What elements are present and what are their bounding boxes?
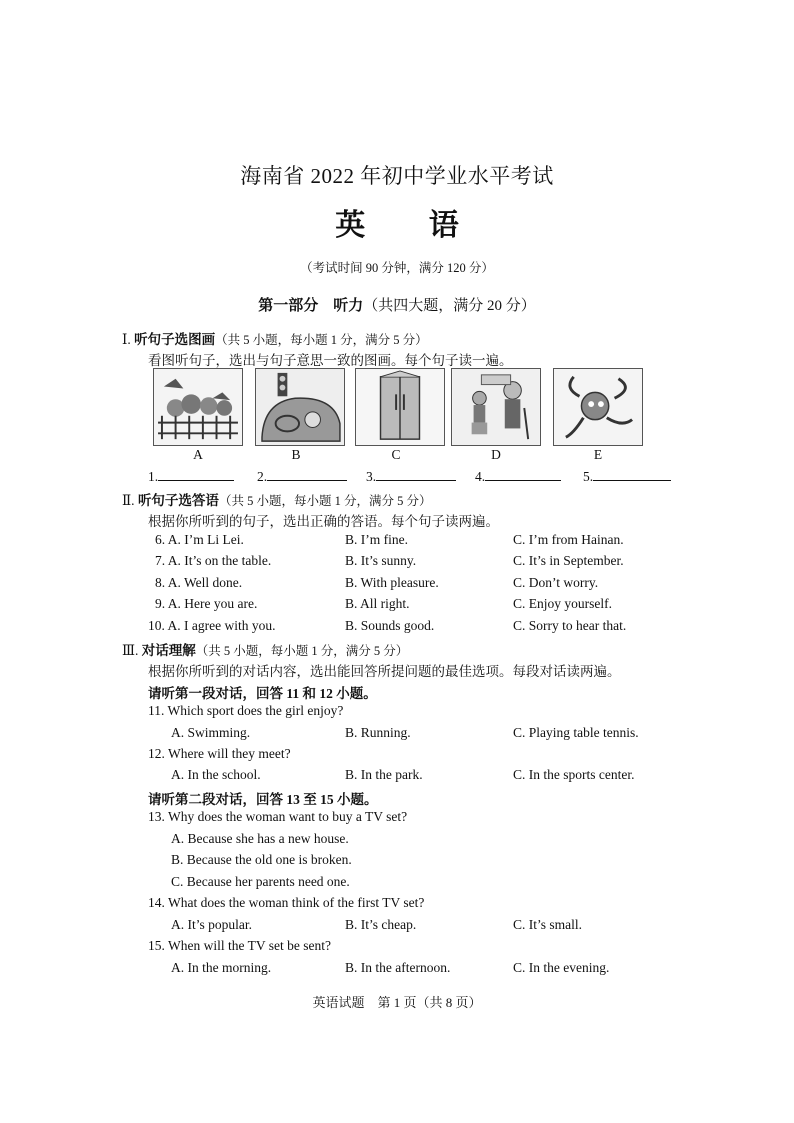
answer-blank-1[interactable] xyxy=(148,468,234,485)
exam-title: 海南省 2022 年初中学业水平考试 xyxy=(240,164,554,188)
option-14b: B. It’s cheap. xyxy=(345,917,417,932)
section-3-number: Ⅲ. xyxy=(122,643,139,658)
dialog-2-prompt: 请听第二段对话，回答 13 至 15 小题。 xyxy=(148,792,378,807)
option-13c: C. Because her parents need one. xyxy=(171,874,350,889)
page-footer: 英语试题 第 1 页（共 8 页） xyxy=(312,995,482,1010)
option-13a: A. Because she has a new house. xyxy=(171,831,349,846)
fenced-garden-picture-icon xyxy=(154,369,242,445)
option-7b: B. It’s sunny. xyxy=(345,553,417,568)
answer-blank-2[interactable] xyxy=(257,468,347,485)
option-6b: B. I’m fine. xyxy=(345,532,408,547)
option-7c: C. It’s in September. xyxy=(513,553,624,568)
option-10a: 10. A. I agree with you. xyxy=(148,618,276,633)
picture-d xyxy=(451,368,541,446)
answer-blank-number: 5. xyxy=(583,469,594,484)
answer-blank-number: 3. xyxy=(366,469,377,484)
refrigerator-picture-icon xyxy=(356,369,444,445)
option-9c: C. Enjoy yourself. xyxy=(513,596,612,611)
section-3-heading xyxy=(122,639,408,659)
answer-blank-5[interactable] xyxy=(583,468,671,485)
option-8c: C. Don’t worry. xyxy=(513,575,599,590)
picture-b xyxy=(255,368,345,446)
section-2-instruction: 根据你所听到的句子，选出正确的答语。每个句子读两遍。 xyxy=(148,514,499,529)
picture-e-label: E xyxy=(593,447,603,462)
section-3-instruction: 根据你所听到的对话内容，选出能回答所提问题的最佳选项。每段对话读两遍。 xyxy=(148,664,621,679)
option-12a: A. In the school. xyxy=(171,767,261,782)
option-6c: C. I’m from Hainan. xyxy=(513,532,624,547)
dialog-1-prompt: 请听第一段对话，回答 11 和 12 小题。 xyxy=(148,686,377,701)
answer-blank-number: 1. xyxy=(148,469,159,484)
option-9a: 9. A. Here you are. xyxy=(155,596,258,611)
option-7a: 7. A. It’s on the table. xyxy=(155,553,272,568)
option-11a: A. Swimming. xyxy=(171,725,251,740)
elderly-and-child-picture-icon xyxy=(452,369,540,445)
option-12b: B. In the park. xyxy=(345,767,423,782)
section-3-title: 对话理解 xyxy=(141,643,196,658)
question-11: 11. Which sport does the girl enjoy? xyxy=(148,703,344,718)
option-8a: 8. A. Well done. xyxy=(155,575,243,590)
section-2-number: Ⅱ. xyxy=(122,493,135,508)
section-2-score: （共 5 小题，每小题 1 分，满分 5 分） xyxy=(218,494,432,508)
option-15c: C. In the evening. xyxy=(513,960,610,975)
subject-title: 英 语 xyxy=(335,209,487,242)
option-6a: 6. A. I’m Li Lei. xyxy=(155,532,244,547)
car-driver-picture-icon xyxy=(256,369,344,445)
answer-blank-number: 2. xyxy=(257,469,268,484)
picture-b-label: B xyxy=(291,447,301,462)
answer-blank-4[interactable] xyxy=(475,468,561,485)
section-2-title: 听句子选答语 xyxy=(137,493,219,508)
picture-c xyxy=(355,368,445,446)
question-13: 13. Why does the woman want to buy a TV set? xyxy=(148,809,408,824)
option-11b: B. Running. xyxy=(345,725,411,740)
section-1-instruction: 看图听句子，选出与句子意思一致的图画。每个句子读一遍。 xyxy=(148,353,513,368)
option-10b: B. Sounds good. xyxy=(345,618,435,633)
option-11c: C. Playing table tennis. xyxy=(513,725,639,740)
section-1-title: 听句子选图画 xyxy=(134,332,216,347)
option-8b: B. With pleasure. xyxy=(345,575,439,590)
answer-blank-number: 4. xyxy=(475,469,486,484)
part-label: 第一部分 听力 xyxy=(258,298,364,314)
option-12c: C. In the sports center. xyxy=(513,767,635,782)
part-heading xyxy=(0,294,794,315)
question-15: 15. When will the TV set be sent? xyxy=(148,938,331,953)
section-1-heading xyxy=(122,328,428,348)
section-3-score: （共 5 小题，每小题 1 分，满分 5 分） xyxy=(195,644,409,658)
option-10c: C. Sorry to hear that. xyxy=(513,618,627,633)
picture-a-label: A xyxy=(193,447,203,462)
option-15a: A. In the morning. xyxy=(171,960,272,975)
option-13b: B. Because the old one is broken. xyxy=(171,852,352,867)
question-14: 14. What does the woman think of the first TV set? xyxy=(148,895,425,910)
picture-d-label: D xyxy=(491,447,501,462)
answer-blank-3[interactable] xyxy=(366,468,456,485)
section-1-number: Ⅰ. xyxy=(122,332,131,347)
section-1-score: （共 5 小题，每小题 1 分，满分 5 分） xyxy=(215,333,428,347)
monkey-picture-icon xyxy=(554,369,642,445)
option-14a: A. It’s popular. xyxy=(171,917,252,932)
option-15b: B. In the afternoon. xyxy=(345,960,451,975)
question-12: 12. Where will they meet? xyxy=(148,746,291,761)
part-note: （共四大题，满分 20 分） xyxy=(363,298,536,314)
option-14c: C. It’s small. xyxy=(513,917,583,932)
picture-e xyxy=(553,368,643,446)
picture-c-label: C xyxy=(391,447,401,462)
section-2-heading xyxy=(122,489,431,509)
picture-a xyxy=(153,368,243,446)
option-9b: B. All right. xyxy=(345,596,410,611)
exam-time-info: （考试时间 90 分钟，满分 120 分） xyxy=(300,261,494,275)
